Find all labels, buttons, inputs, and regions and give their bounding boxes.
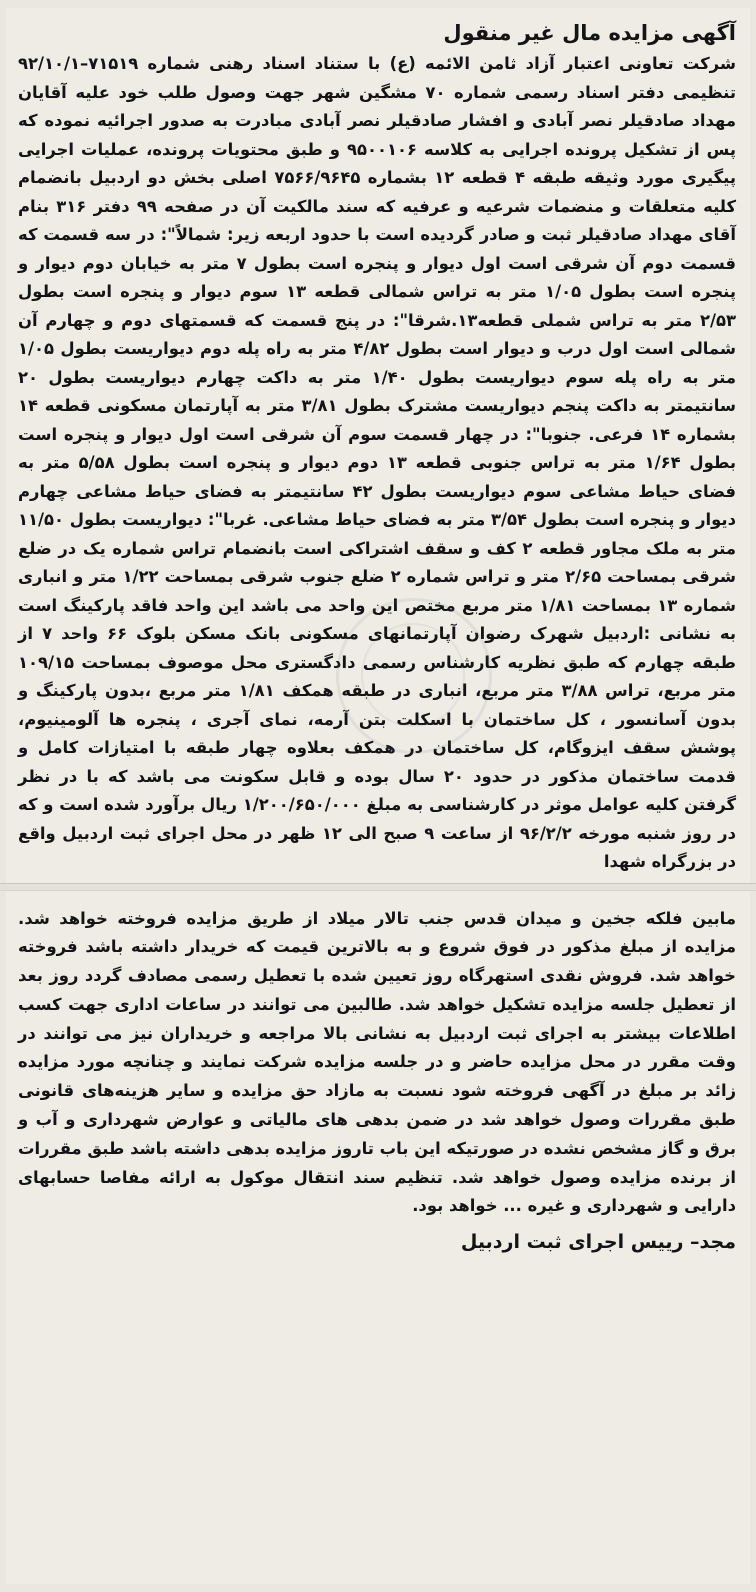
notice-body-paragraph-2: مابین فلکه جخین و میدان قدس جنب تالار میلاد از طریق مزایده فروخته خواهد شد. مزایده از مبلغ مذکور در فوق شروع و به بالاترین قیمت که خریدار داشته باشد فروخته خواهد شد. فروش نقدی استهرگاه روز تعیین شده با تعطیل رسمی مصادف گردد روز بعد از تعطیل جلسه مزایده تشکیل خواهد شد. طالبین می توانند در ساعات اداری جهت کسب اطلاعات بیشتر به اجرای ثبت اردبیل به نشانی بالا مراجعه و خریداران نیز می توانند در وقت مقرر در محل مزایده حاضر و در جلسه مزایده شرکت نمایند و چنانچه مورد مزایده زائد بر مبلغ در آگهی فروخته شود نسبت به مازاد حق مزایده و سایر هزینه‌های قانونی طبق مقررات وصول خواهد شد در ضمن بدهی های مالیاتی و عوارض شهرداری و آب و برق و گاز مشخص نشده در صورتیکه این باب تاروز مزایده بدهی داشته باشد طبق مقررات از برنده مزایده وصول خواهد شد. تنظیم سند انتقال موکول به ارائه مفاصا حسابهای دارایی و شهرداری و غیره ... خواهد بود. — [18, 908, 736, 1216]
notice-continuation-block — [6, 891, 750, 1266]
notice-signature: مجد– رییس اجرای ثبت اردبیل — [460, 1231, 736, 1254]
auction-notice — [6, 8, 750, 1584]
notice-body-paragraph-1: شرکت تعاونی اعتبار آزاد ثامن الائمه (ع) با ستناد اسناد رهنی شماره ۷۱۵۱۹–۹۲/۱۰/۱ تنظیمی دفتر اسناد رسمی شماره ۷۰ مشگین شهر جهت وصول طلب خود علیه آقایان مهداد صادقیلر نصر آبادی و افشار صادقیلر نصر آبادی مبادرت به صدور اجرائیه نموده که پس از تشکیل پرونده اجرایی به کلاسه ۹۵۰۰۱۰۶ و طبق محتویات پرونده، عملیات اجرایی پیگیری مورد وثیقه طبقه ۴ قطعه ۱۲ بشماره ۷۵۶۶/۹۶۴۵ اصلی بخش دو اردبیل بانضمام کلیه متعلقات و منضمات شرعیه و عرفیه که سند مالکیت آن در صفحه ۹۹ دفتر ۳۱۶ بنام آقای مهداد صادقیلر ثبت و صادر گردیده است با حدود اربعه زیر: شمالاً": در سه قسمت که قسمت دوم آن شرقی است اول دیوار و پنجره است بطول ۷ متر به خیابان دوم دیوار و پنجره است بطول ۱/۰۵ متر به تراس شمالی قطعه ۱۳ سوم دیوار و پنجره است بطول ۲/۵۳ متر به تراس شملی قطعه۱۳.شرقا": در پنج قسمت که قسمتهای دوم و چهارم آن شمالی است اول درب و دیوار است بطول ۴/۸۲ متر به راه پله دوم دیواریست بطول ۱/۰۵ متر به راه پله سوم دیواریست بطول ۱/۴۰ متر به داکت چهارم دیواریست بطول ۲۰ سانتیمتر به داکت پنجم دیواریست مشترک بطول ۳/۸۱ متر به آپارتمان مسکونی قطعه ۱۴ بشماره ۱۴ فرعی. جنوبا": در چهار قسمت سوم آن شرقی است اول دیوار و پنجره است بطول ۱/۶۴ متر به تراس جنوبی قطعه ۱۳ دوم دیوار و پنجره است بطول ۵/۵۸ متر به فضای حیاط مشاعی سوم دیواریست بطول ۴۲ سانتیمتر به فضای حیاط مشاعی چهارم دیوار و پنجره است بطول ۳/۵۴ متر به فضای حیاط مشاعی. غربا": دیواریست بطول ۱۱/۵۰ متر به ملک مجاور قطعه ۲ کف و سقف اشتراکی است بانضمام تراس شماره یک در ضلع شرقی بمساحت ۲/۶۵ متر و تراس شماره ۲ ضلع جنوب شرقی بمساحت ۱/۲۲ متر و انباری شماره ۱۳ بمساحت ۱/۸۱ متر مربع مختص این واحد می باشد این واحد فاقد پارکینگ است به نشانی :اردبیل شهرک رضوان آپارتمانهای مسکونی بانک مسکن بلوک ۶۶ واحد ۷ از طبقه چهارم که طبق نظریه کارشناس رسمی دادگستری محل موصوف بمساحت ۱۰۹/۱۵ متر مربع، تراس ۳/۸۸ متر مربع، انباری در طبقه همکف ۱/۸۱ متر مربع ،بدون پارکینگ و بدون آسانسور ، کل ساختمان با اسکلت بتن آرمه، نمای آجری ، پنجره ها آلومینیوم، پوشش سقف ایزوگام، کل ساختمان در همکف بعلاوه چهار طبقه با امتیازات کامل و قدمت ساختمان مذکور در حدود ۲۰ سال بوده و قابل سکونت می باشد که با در نظر گرفتن کلیه عوامل موثر در کارشناسی به مبلغ ۱/۲۰۰/۶۵۰/۰۰۰ ریال برآورد شده است و که در روز شنبه مورخه ۹۶/۲/۲ از ساعت ۹ صبح الی ۱۲ ظهر در محل اجرای ثبت اردبیل واقع در بزرگراه شهدا — [18, 54, 737, 871]
clipping-divider — [0, 883, 756, 891]
notice-main-block — [6, 8, 750, 883]
notice-title: آگهی مزایده مال غیر منقول — [443, 21, 736, 45]
